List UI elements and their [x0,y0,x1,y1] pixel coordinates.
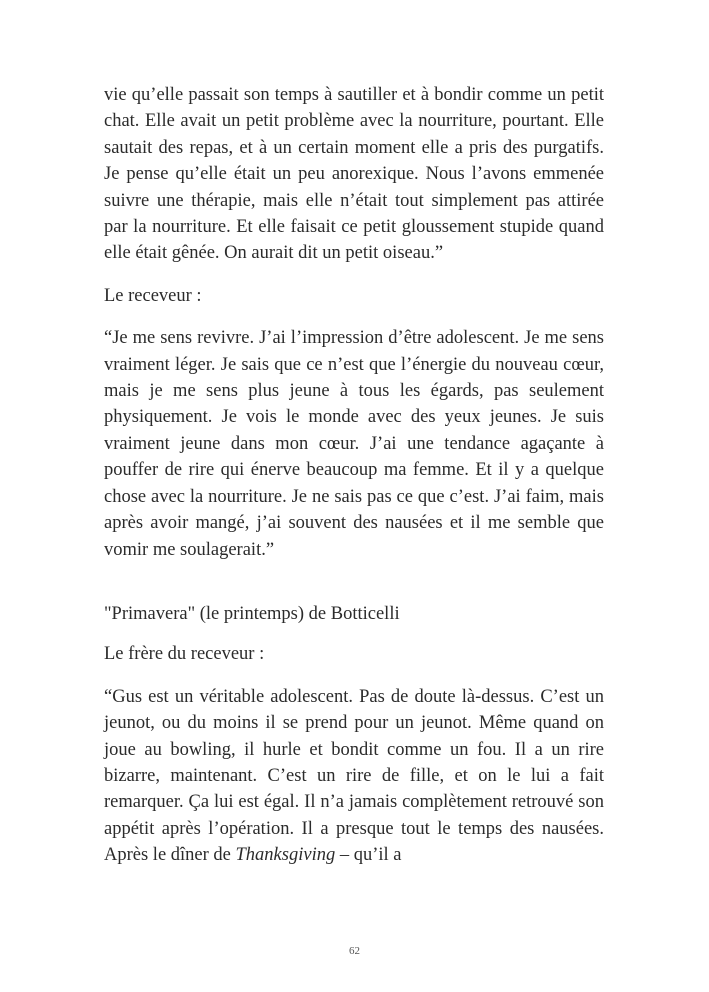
italic-term: Thanksgiving [235,845,336,866]
body-paragraph: vie qu’elle passait son temps à sautiller et à bondir comme un petit chat. Elle avait un petit problème avec la nourriture, pourtant. Elle sautait des repas, et à un certain moment elle a pris des purgatifs. Je pense qu’elle était un peu anorexique. Nous l’avons emmenée suivre une thérapie, mais elle n’était tout simplement pas attirée par la nourriture. Et elle faisait ce petit gloussement stupide quand elle était gênée. On aurait dit un petit oiseau.” [104,85,604,264]
quote-text-start: “Gus est un véritable adolescent. Pas de doute là-dessus. C’est un jeunot, ou du moins il se prend pour un jeunot. Même quand on joue au bowling, il hurle et bondit comme un fou. Il a un rire bizarre, maintenant. C’est un rire de fille, et on le lui a fait remarquer. Ça lui est égal. Il n’a jamais complètement retrouvé son appétit après l’opération. Il a presque tout le temps des nausées. Après le dîner de [104,686,604,866]
speaker-label-brother: Le frère du receveur : [104,644,265,665]
page-number: 62 [349,945,360,957]
page-content [104,82,604,869]
section-heading: "Primavera" (le printemps) de Botticelli [104,603,400,624]
quote-paragraph-brother [104,684,604,869]
quote-paragraph-receiver: “Je me sens revivre. J’ai l’impression d’être adolescent. Je me sens vraiment léger. Je sais que ce n’est que l’énergie du nouveau cœur, mais je me sens plus jeune à tous les égards, pas seulement physiquement. Je vois le monde avec des yeux jeunes. Je suis vraiment jeune dans mon cœur. J’ai une tendance agaçante à pouffer de rire qui énerve beaucoup ma femme. Et il y a quelque chose avec la nourriture. Je ne sais pas ce que c’est. J’ai faim, mais après avoir mangé, j’ai souvent des nausées et il me semble que vomir me soulagerait.” [104,328,604,560]
speaker-label-receiver: Le receveur : [104,285,202,306]
quote-text-end: – qu’il a [335,845,402,866]
